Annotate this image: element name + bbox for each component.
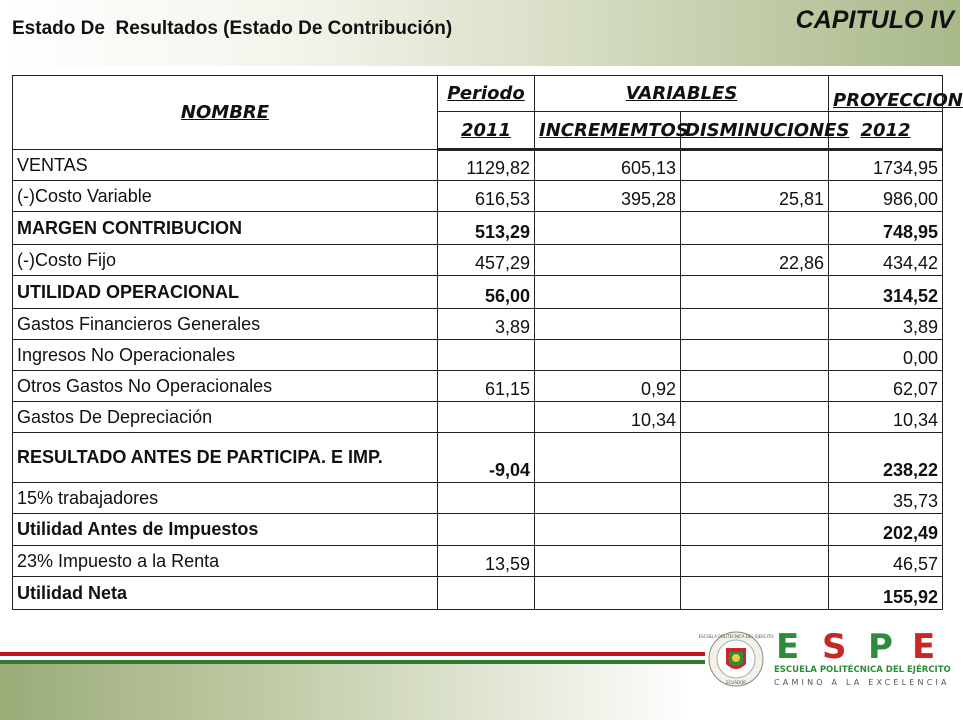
cell-2011: -9,04 xyxy=(438,433,535,483)
row-label: Utilidad Neta xyxy=(13,577,438,610)
table-row xyxy=(13,546,943,577)
cell-2012: 238,22 xyxy=(829,433,943,483)
row-label: 15% trabajadores xyxy=(13,483,438,514)
row-label: (-)Costo Fijo xyxy=(13,245,438,276)
cell-2011 xyxy=(438,514,535,546)
svg-text:E: E xyxy=(776,627,800,667)
cell-disminuciones xyxy=(681,276,829,309)
svg-text:ESCUELA POLITÉCNICA DEL EJÉRCI: ESCUELA POLITÉCNICA DEL EJÉRCITO xyxy=(774,665,951,675)
table-row xyxy=(13,309,943,340)
table-row xyxy=(13,514,943,546)
table-row xyxy=(13,340,943,371)
cell-2011 xyxy=(438,577,535,610)
row-label: Otros Gastos No Operacionales xyxy=(13,371,438,402)
cell-2012: 434,42 xyxy=(829,245,943,276)
cell-disminuciones: 22,86 xyxy=(681,245,829,276)
cell-disminuciones xyxy=(681,577,829,610)
row-label: Ingresos No Operacionales xyxy=(13,340,438,371)
table-row xyxy=(13,577,943,610)
cell-2011 xyxy=(438,483,535,514)
header-proyeccion: PROYECCION xyxy=(829,76,943,112)
cell-incrementos: 0,92 xyxy=(535,371,681,402)
cell-2012: 62,07 xyxy=(829,371,943,402)
cell-disminuciones xyxy=(681,402,829,433)
table-row xyxy=(13,245,943,276)
table-row xyxy=(13,433,943,483)
cell-2012: 3,89 xyxy=(829,309,943,340)
svg-text:S: S xyxy=(822,627,847,667)
cell-incrementos xyxy=(535,433,681,483)
cell-2011: 3,89 xyxy=(438,309,535,340)
cell-incrementos xyxy=(535,546,681,577)
decorative-stripes xyxy=(0,652,705,664)
cell-disminuciones xyxy=(681,371,829,402)
cell-disminuciones xyxy=(681,433,829,483)
cell-incrementos: 10,34 xyxy=(535,402,681,433)
cell-disminuciones: 25,81 xyxy=(681,181,829,212)
cell-incrementos xyxy=(535,577,681,610)
cell-2012: 10,34 xyxy=(829,402,943,433)
table-row xyxy=(13,150,943,181)
cell-incrementos xyxy=(535,212,681,245)
header-periodo: Periodo xyxy=(438,76,535,112)
cell-2011: 13,59 xyxy=(438,546,535,577)
header-variables: VARIABLES xyxy=(535,76,829,112)
cell-incrementos xyxy=(535,514,681,546)
header-disminuciones: DISMINUCIONES xyxy=(681,112,829,150)
cell-2012: 35,73 xyxy=(829,483,943,514)
row-label: MARGEN CONTRIBUCION xyxy=(13,212,438,245)
cell-2012: 0,00 xyxy=(829,340,943,371)
cell-2011: 61,15 xyxy=(438,371,535,402)
table-row xyxy=(13,483,943,514)
cell-2011: 513,29 xyxy=(438,212,535,245)
row-label: Utilidad Antes de Impuestos xyxy=(13,514,438,546)
svg-text:E: E xyxy=(912,627,936,667)
svg-text:CAMINO A LA EXCELENCIA: CAMINO A LA EXCELENCIA xyxy=(774,678,950,687)
table-row xyxy=(13,402,943,433)
cell-disminuciones xyxy=(681,483,829,514)
table-row xyxy=(13,212,943,245)
cell-disminuciones xyxy=(681,150,829,181)
table-row xyxy=(13,181,943,212)
cell-2011 xyxy=(438,340,535,371)
cell-2011: 457,29 xyxy=(438,245,535,276)
table-row xyxy=(13,371,943,402)
header-incrementos: INCREMEMTOS xyxy=(535,112,681,150)
cell-2012: 986,00 xyxy=(829,181,943,212)
cell-2012: 202,49 xyxy=(829,514,943,546)
cell-disminuciones xyxy=(681,514,829,546)
slide-title: Estado De Resultados (Estado De Contribución) xyxy=(12,18,453,39)
cell-2012: 314,52 xyxy=(829,276,943,309)
cell-2011: 616,53 xyxy=(438,181,535,212)
cell-2011 xyxy=(438,402,535,433)
cell-incrementos: 395,28 xyxy=(535,181,681,212)
cell-incrementos xyxy=(535,276,681,309)
row-label: UTILIDAD OPERACIONAL xyxy=(13,276,438,309)
espe-logo xyxy=(698,626,951,692)
espe-logo-graphic xyxy=(698,626,951,692)
cell-disminuciones xyxy=(681,309,829,340)
row-label: Gastos De Depreciación xyxy=(13,402,438,433)
cell-incrementos xyxy=(535,245,681,276)
cell-disminuciones xyxy=(681,340,829,371)
header-year-2011: 2011 xyxy=(438,112,535,150)
cell-incrementos xyxy=(535,483,681,514)
cell-2011: 1129,82 xyxy=(438,150,535,181)
cell-2012: 155,92 xyxy=(829,577,943,610)
cell-disminuciones xyxy=(681,546,829,577)
income-statement-table xyxy=(12,75,963,610)
svg-text:P: P xyxy=(868,627,893,667)
chapter-label: CAPITULO IV xyxy=(795,6,954,34)
cell-2012: 46,57 xyxy=(829,546,943,577)
svg-text:ECUADOR: ECUADOR xyxy=(726,680,746,685)
header-nombre: NOMBRE xyxy=(13,76,438,150)
table-row xyxy=(13,276,943,309)
cell-incrementos xyxy=(535,340,681,371)
cell-2011: 56,00 xyxy=(438,276,535,309)
cell-2012: 1734,95 xyxy=(829,150,943,181)
cell-incrementos xyxy=(535,309,681,340)
row-label: (-)Costo Variable xyxy=(13,181,438,212)
row-label: 23% Impuesto a la Renta xyxy=(13,546,438,577)
svg-text:ESCUELA POLITECNICA DEL EJERCI: ESCUELA POLITECNICA DEL EJERCITO xyxy=(698,634,774,639)
row-label: RESULTADO ANTES DE PARTICIPA. E IMP. xyxy=(13,433,438,483)
header-year-2012: 2012 xyxy=(829,112,943,150)
cell-2012: 748,95 xyxy=(829,212,943,245)
row-label: VENTAS xyxy=(13,150,438,181)
row-label: Gastos Financieros Generales xyxy=(13,309,438,340)
cell-incrementos: 605,13 xyxy=(535,150,681,181)
cell-disminuciones xyxy=(681,212,829,245)
